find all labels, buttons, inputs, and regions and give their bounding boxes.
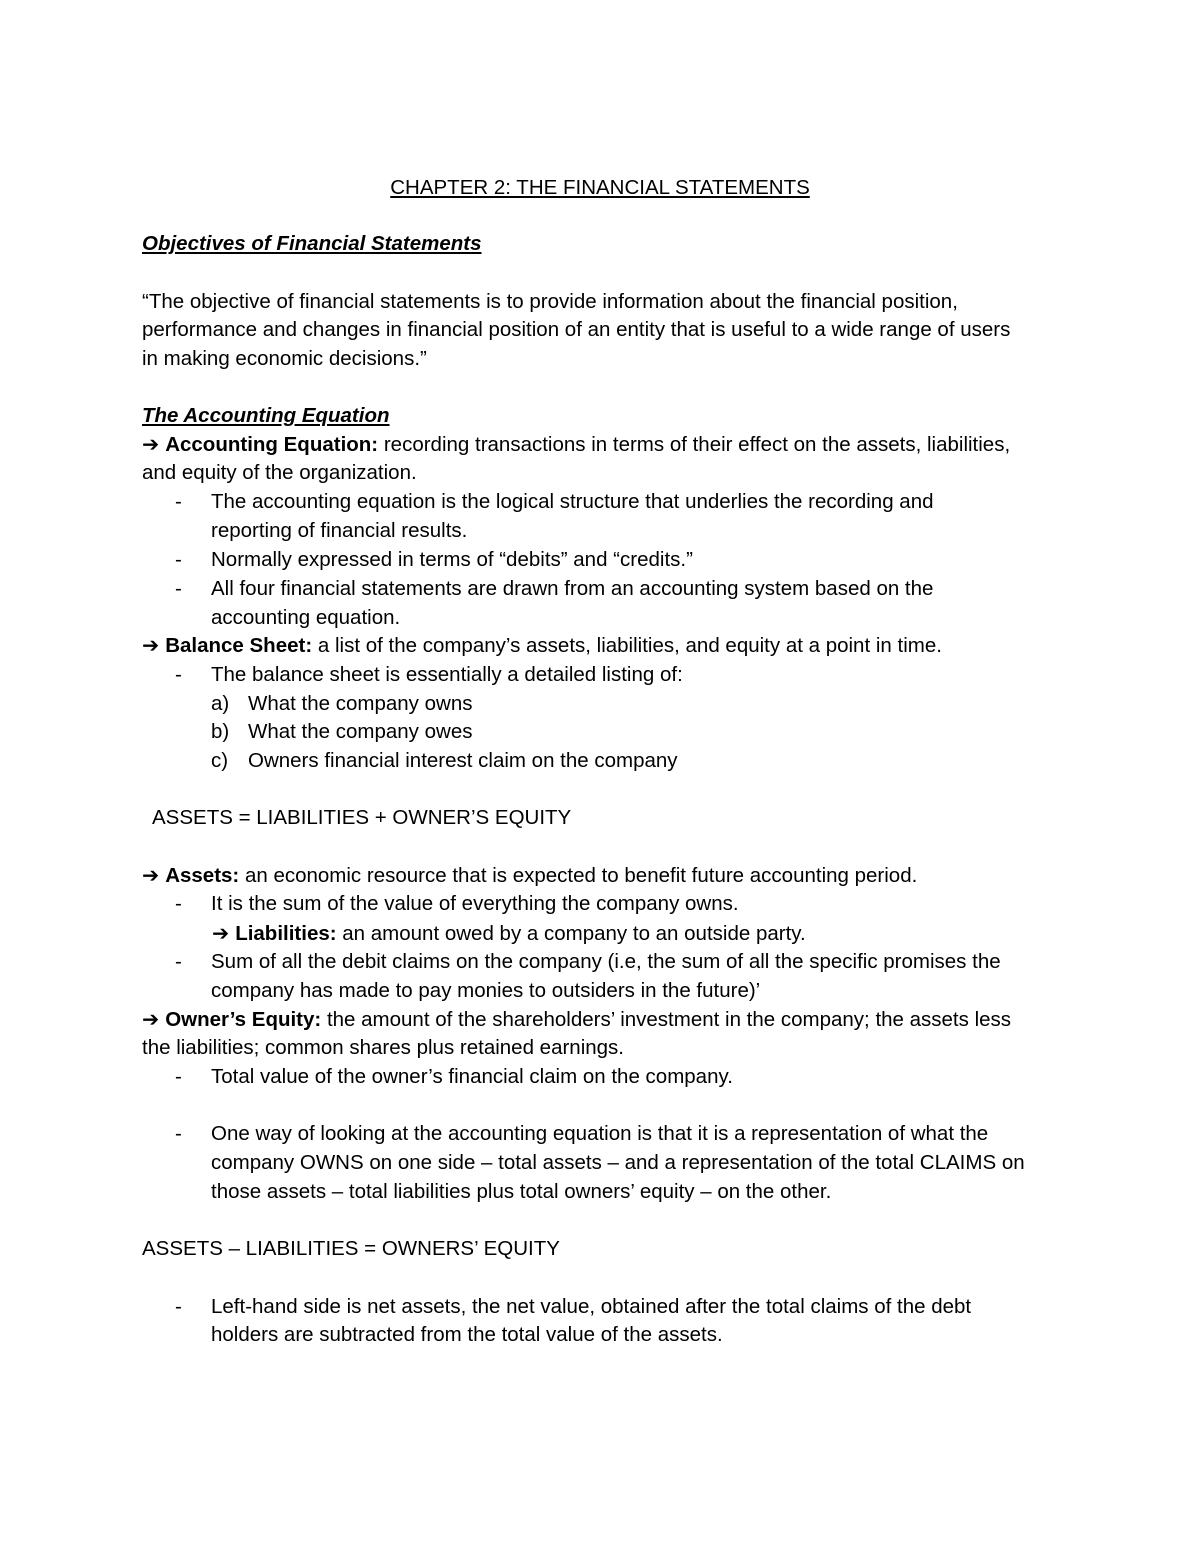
quote-line: performance and changes in financial position of an entity that is useful to a wide range of users — [142, 318, 1011, 341]
list-item: Owners financial interest claim on the company — [248, 749, 678, 772]
term: Accounting Equation: — [165, 433, 379, 456]
term: Liabilities: — [235, 922, 337, 945]
bullet-text: those assets – total liabilities plus total owners’ equity – on the other. — [211, 1180, 832, 1203]
bullet-dash: - — [175, 577, 182, 600]
list-item: What the company owns — [248, 692, 473, 715]
bullet-text: accounting equation. — [211, 606, 401, 629]
accounting-equation-definition: ➔ Accounting Equation: recording transactions in terms of their effect on the assets, liabilities, — [142, 433, 1011, 456]
chapter-title: CHAPTER 2: THE FINANCIAL STATEMENTS — [390, 176, 810, 199]
owners-equity-definition: ➔ Owner’s Equity: the amount of the shareholders’ investment in the company; the assets less — [142, 1008, 1012, 1031]
bullet-text: company OWNS on one side – total assets – and a representation of the total CLAIMS on — [211, 1151, 1025, 1174]
objectives-heading: Objectives of Financial Statements — [142, 232, 482, 255]
bullet-text: holders are subtracted from the total value of the assets. — [211, 1323, 723, 1346]
assets-definition: ➔ Assets: an economic resource that is expected to benefit future accounting period. — [142, 864, 918, 887]
bullet-dash: - — [175, 1122, 182, 1145]
arrow-right-icon: ➔ — [212, 922, 230, 945]
arrow-right-icon: ➔ — [142, 864, 160, 887]
bullet-text: One way of looking at the accounting equation is that it is a representation of what the — [211, 1122, 989, 1145]
list-marker: c) — [211, 749, 229, 772]
definition-continuation: and equity of the organization. — [142, 461, 417, 484]
bullet-dash: - — [175, 950, 182, 973]
bullet-dash: - — [175, 892, 182, 915]
bullet-text: Sum of all the debit claims on the company (i.e, the sum of all the specific promises the — [211, 950, 1001, 973]
quote-line: “The objective of financial statements is to provide information about the financial position, — [142, 290, 958, 313]
bullet-text: It is the sum of the value of everything the company owns. — [211, 892, 739, 915]
equation-assets-liabilities-equity: ASSETS = LIABILITIES + OWNER’S EQUITY — [152, 806, 572, 829]
bullet-dash: - — [175, 663, 182, 686]
term: Owner’s Equity: — [165, 1008, 322, 1031]
equation-net-assets: ASSETS – LIABILITIES = OWNERS’ EQUITY — [142, 1237, 560, 1260]
quote-line: in making economic decisions.” — [142, 347, 427, 370]
arrow-right-icon: ➔ — [142, 634, 160, 657]
accounting-equation-heading: The Accounting Equation — [142, 404, 390, 427]
bullet-text: Total value of the owner’s financial claim on the company. — [211, 1065, 733, 1088]
bullet-dash: - — [175, 490, 182, 513]
bullet-text: The balance sheet is essentially a detailed listing of: — [211, 663, 683, 686]
list-marker: a) — [211, 692, 230, 715]
bullet-text: Left-hand side is net assets, the net value, obtained after the total claims of the debt — [211, 1295, 972, 1318]
bullet-text: company has made to pay monies to outsiders in the future)’ — [211, 979, 761, 1002]
balance-sheet-definition: ➔ Balance Sheet: a list of the company’s assets, liabilities, and equity at a point in time. — [142, 634, 942, 657]
bullet-text: The accounting equation is the logical structure that underlies the recording and — [211, 490, 934, 513]
arrow-right-icon: ➔ — [142, 433, 160, 456]
bullet-text: All four financial statements are drawn from an accounting system based on the — [211, 577, 934, 600]
bullet-dash: - — [175, 548, 182, 571]
bullet-text: Normally expressed in terms of “debits” and “credits.” — [211, 548, 693, 571]
bullet-dash: - — [175, 1295, 182, 1318]
bullet-text: reporting of financial results. — [211, 519, 468, 542]
term: Balance Sheet: — [165, 634, 313, 657]
list-marker: b) — [211, 720, 230, 743]
term: Assets: — [165, 864, 240, 887]
list-item: What the company owes — [248, 720, 473, 743]
definition-continuation: the liabilities; common shares plus retained earnings. — [142, 1036, 625, 1059]
bullet-dash: - — [175, 1065, 182, 1088]
arrow-right-icon: ➔ — [142, 1008, 160, 1031]
liabilities-definition: ➔ Liabilities: an amount owed by a company to an outside party. — [212, 922, 806, 945]
